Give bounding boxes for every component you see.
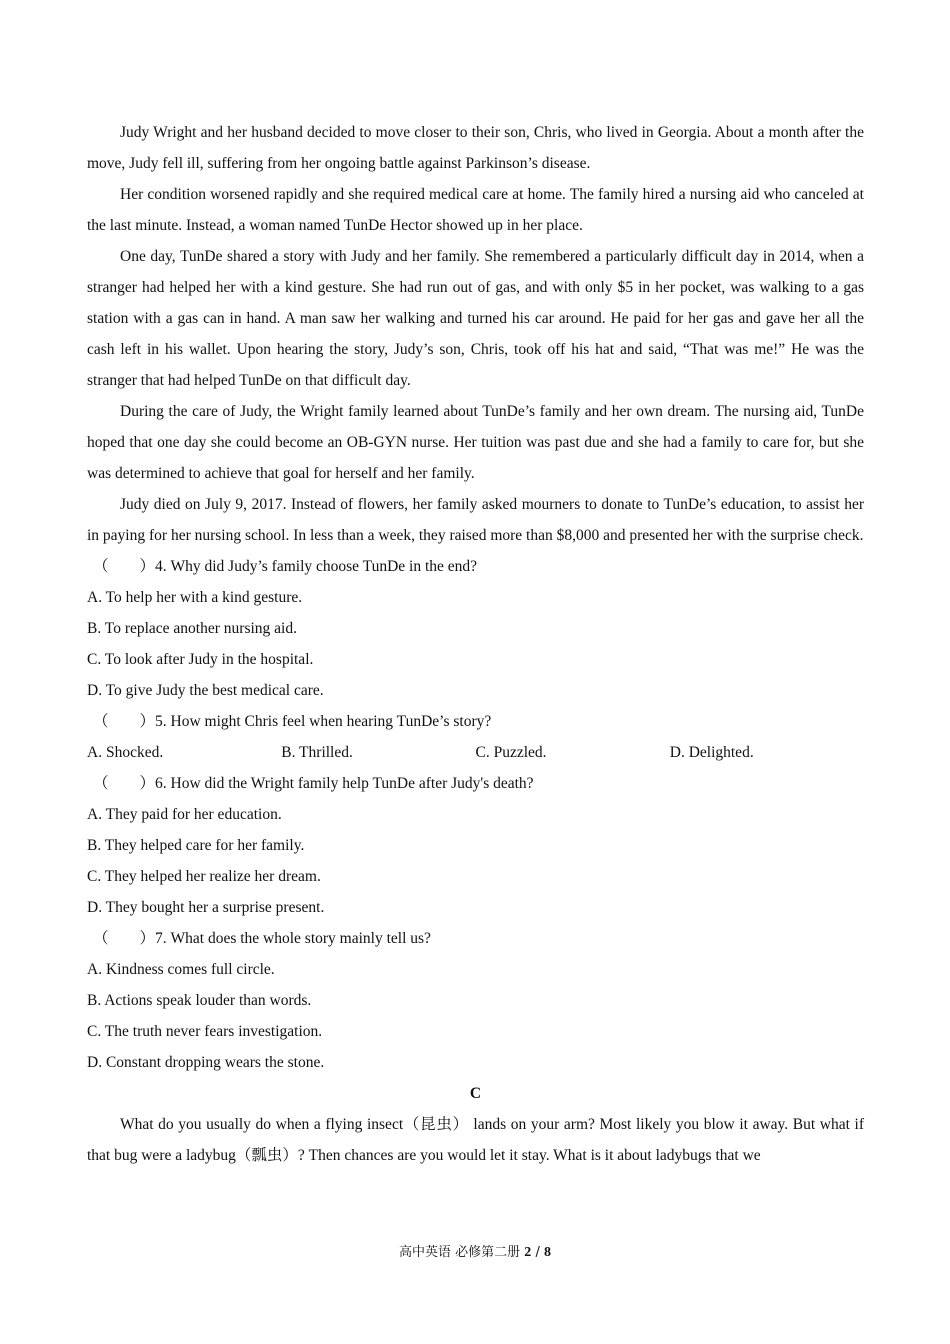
footer-page-total: 8 — [543, 1245, 551, 1260]
question-5-option-d: D. Delighted. — [669, 744, 754, 761]
passage-paragraph: Judy died on July 9, 2017. Instead of flowers, her family asked mourners to donate to TunDe’s education, to assist her in paying for her nursing school. In less than a week, they raised more than $8,000 and presented her with the surprise check. — [87, 496, 864, 544]
question-7-stem: （ ）7. What does the whole story mainly tell us? — [93, 930, 431, 947]
passage-paragraph: One day, TunDe shared a story with Judy and her family. She remembered a particularly difficult day in 2014, when a stranger had helped her with a kind gesture. She had run out of gas, and with only $5 in her pocket, was walking to a gas station with a gas can in hand. A man saw her walking and turned his car around. He paid for her gas and gave her all the cash left in his wallet. Upon hearing the story, Judy’s son, Chris, took off his hat and said, “That was me!” He was the stranger that had helped TunDe on that difficult day. — [87, 248, 864, 389]
question-7-option-d: D. Constant dropping wears the stone. — [87, 1054, 325, 1071]
question-6-stem: （ ）6. How did the Wright family help TunDe after Judy's death? — [93, 775, 534, 792]
question-5-option-b: B. Thrilled. — [281, 744, 353, 761]
passage-paragraph: During the care of Judy, the Wright family learned about TunDe’s family and her own dream. The nursing aid, TunDe hoped that one day she could become an OB-GYN nurse. Her tuition was past due and she had a family to care for, but she was determined to achieve that goal for herself and her family. — [87, 403, 864, 482]
passage-paragraph: Her condition worsened rapidly and she required medical care at home. The family hired a nursing aid who canceled at the last minute. Instead, a woman named TunDe Hector showed up in her place. — [87, 186, 864, 234]
question-4-stem: （ ）4. Why did Judy’s family choose TunDe in the end? — [93, 558, 478, 575]
question-4-option-b: B. To replace another nursing aid. — [87, 620, 297, 637]
footer-separator: / — [535, 1245, 540, 1260]
question-4-option-c: C. To look after Judy in the hospital. — [87, 651, 314, 668]
question-5-option-c: C. Puzzled. — [475, 744, 547, 761]
question-4-option-d: D. To give Judy the best medical care. — [87, 682, 324, 699]
section-c-heading: C — [469, 1085, 482, 1102]
document-page — [87, 117, 864, 1171]
footer-page-number: 2 — [524, 1245, 532, 1260]
question-7-option-b: B. Actions speak louder than words. — [87, 992, 312, 1009]
question-4-option-a: A. To help her with a kind gesture. — [87, 589, 303, 606]
section-c-paragraph: What do you usually do when a flying insect（昆虫） lands on your arm? Most likely you blow it away. But what if that bug were a ladybug（瓢虫）? Then chances are you would let it stay. What is it about ladybugs that we — [87, 1116, 864, 1164]
footer-label: 高中英语 必修第二册 — [399, 1245, 521, 1260]
question-5-stem: （ ）5. How might Chris feel when hearing TunDe’s story? — [93, 713, 492, 730]
question-6-option-b: B. They helped care for her family. — [87, 837, 305, 854]
question-6-option-d: D. They bought her a surprise present. — [87, 899, 325, 916]
question-6-option-a: A. They paid for her education. — [87, 806, 282, 823]
question-7-option-a: A. Kindness comes full circle. — [87, 961, 275, 978]
passage-paragraph: Judy Wright and her husband decided to move closer to their son, Chris, who lived in Georgia. About a month after the move, Judy fell ill, suffering from her ongoing battle against Parkinson’s disease. — [87, 124, 864, 172]
question-5-options — [87, 737, 864, 768]
page-footer — [0, 1243, 950, 1263]
question-7-option-c: C. The truth never fears investigation. — [87, 1023, 323, 1040]
question-6-option-c: C. They helped her realize her dream. — [87, 868, 321, 885]
question-5-option-a: A. Shocked. — [87, 744, 164, 761]
